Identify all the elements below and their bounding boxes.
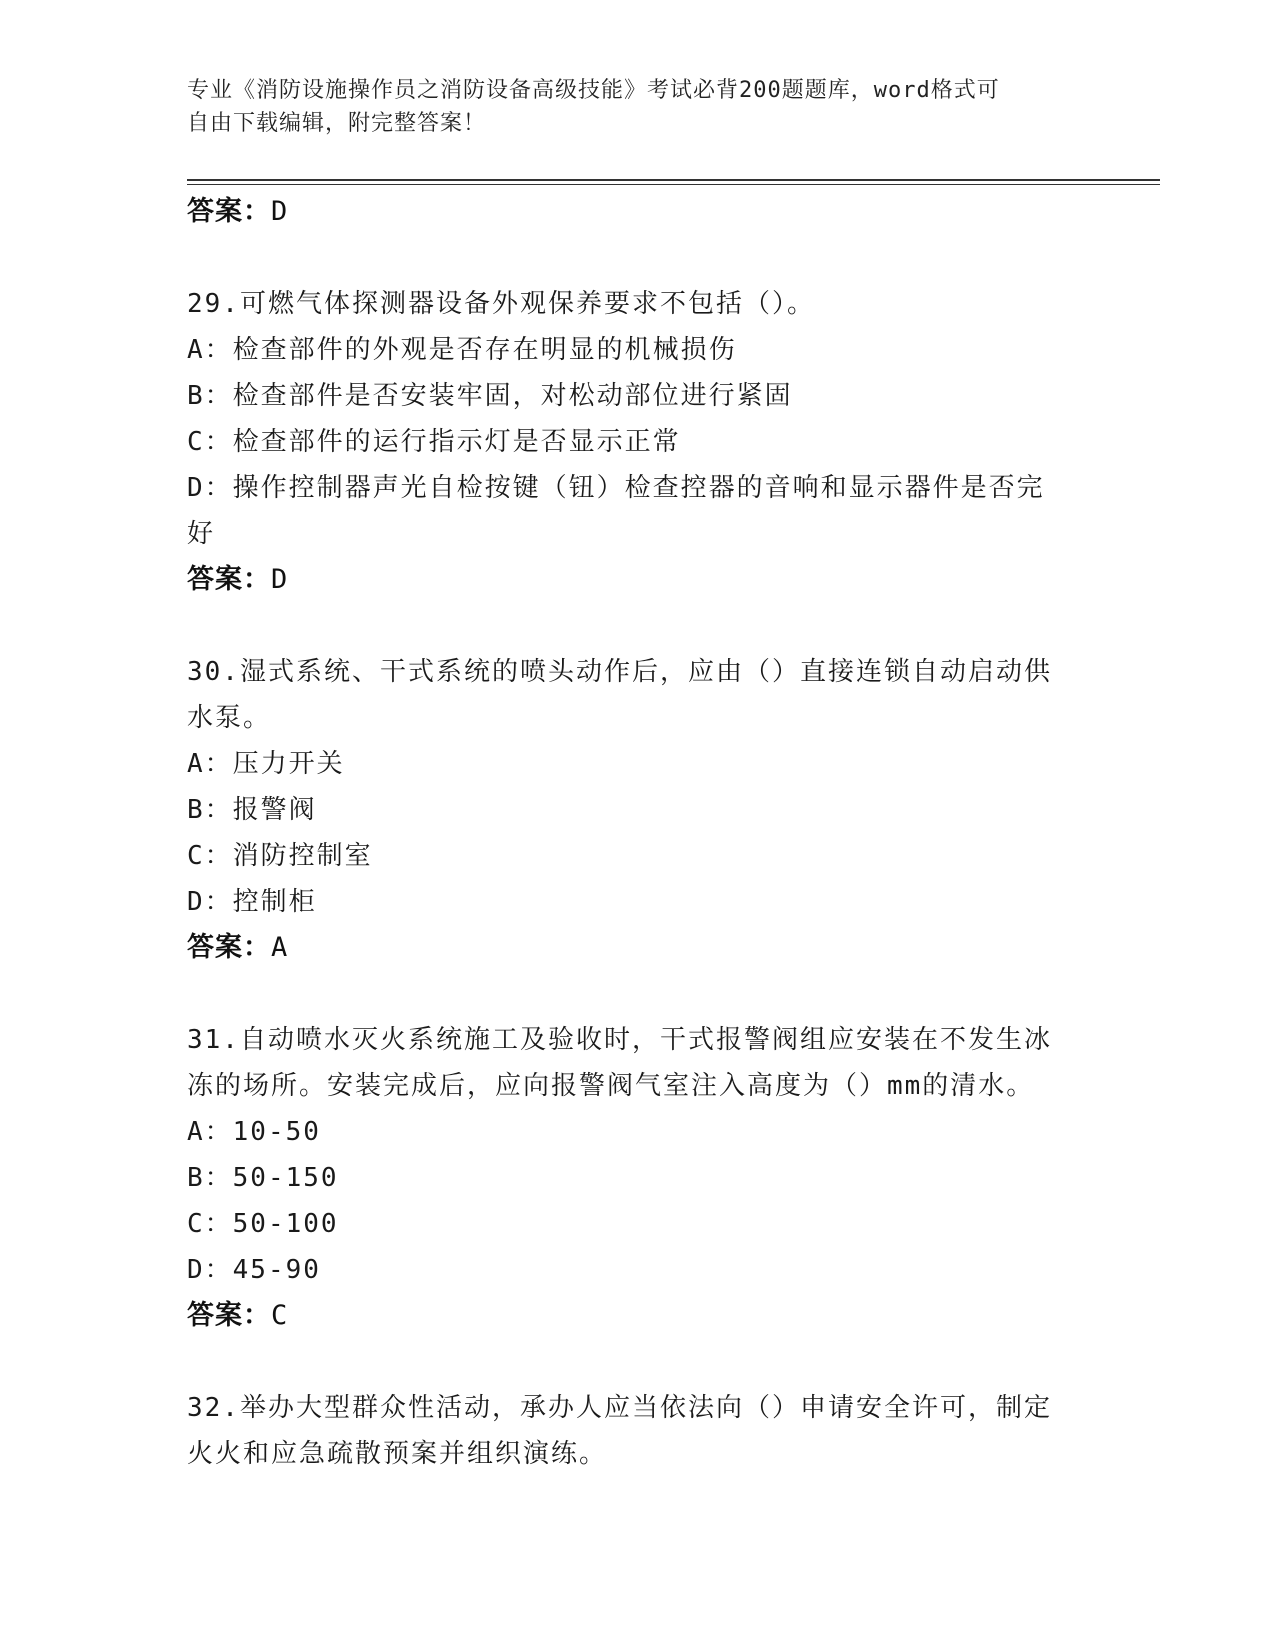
question-stem: 31.自动喷水灭火系统施工及验收时，干式报警阀组应安装在不发生冰 bbox=[187, 1025, 1052, 1055]
page-header bbox=[187, 74, 1067, 140]
question-block bbox=[187, 1017, 1087, 1339]
answer-option: D：操作控制器声光自检按键（钮）检查控器的音响和显示器件是否完 bbox=[187, 473, 1045, 503]
header-line-1: 专业《消防设施操作员之消防设备高级技能》考试必背200题题库，word格式可 bbox=[187, 78, 1000, 103]
answer-option: B：报警阀 bbox=[187, 795, 317, 825]
answer-value: C bbox=[271, 1300, 289, 1331]
answer-option: 好 bbox=[187, 519, 216, 549]
question-stem: 水泵。 bbox=[187, 703, 272, 733]
answer-option: B：50-150 bbox=[187, 1163, 339, 1193]
header-line-2: 自由下载编辑，附完整答案！ bbox=[187, 111, 487, 136]
answer-option: C：50-100 bbox=[187, 1209, 339, 1239]
question-stem: 29.可燃气体探测器设备外观保养要求不包括（）。 bbox=[187, 289, 815, 319]
answer-option: B：检查部件是否安装牢固，对松动部位进行紧固 bbox=[187, 381, 793, 411]
answer-option: D：45-90 bbox=[187, 1255, 321, 1285]
question-block bbox=[187, 1385, 1087, 1477]
answer-option: A：压力开关 bbox=[187, 749, 345, 779]
question-answer bbox=[187, 1293, 1087, 1339]
question-spacer bbox=[187, 235, 1087, 281]
previous-answer bbox=[187, 189, 1087, 235]
question-block bbox=[187, 281, 1087, 603]
answer-label: 答案： bbox=[187, 564, 271, 595]
answer-option: D：控制柜 bbox=[187, 887, 317, 917]
question-spacer bbox=[187, 603, 1087, 649]
answer-option: A：10-50 bbox=[187, 1117, 321, 1147]
question-list bbox=[187, 189, 1087, 1477]
answer-value: D bbox=[271, 196, 289, 227]
answer-label: 答案： bbox=[187, 1300, 271, 1331]
answer-option: C：检查部件的运行指示灯是否显示正常 bbox=[187, 427, 681, 457]
answer-option: C：消防控制室 bbox=[187, 841, 373, 871]
answer-value: D bbox=[271, 564, 289, 595]
question-stem: 冻的场所。安装完成后，应向报警阀气室注入高度为（）mm的清水。 bbox=[187, 1071, 1035, 1101]
question-stem: 32.举办大型群众性活动，承办人应当依法向（）申请安全许可，制定 bbox=[187, 1393, 1052, 1423]
header-divider-thin bbox=[187, 184, 1160, 185]
question-stem: 30.湿式系统、干式系统的喷头动作后，应由（）直接连锁自动启动供 bbox=[187, 657, 1052, 687]
answer-label: 答案： bbox=[187, 932, 271, 963]
question-spacer bbox=[187, 1339, 1087, 1385]
answer-option: A：检查部件的外观是否存在明显的机械损伤 bbox=[187, 335, 737, 365]
question-spacer bbox=[187, 971, 1087, 1017]
question-answer bbox=[187, 557, 1087, 603]
question-block bbox=[187, 649, 1087, 971]
answer-value: A bbox=[271, 932, 289, 963]
question-answer bbox=[187, 925, 1087, 971]
answer-label: 答案： bbox=[187, 196, 271, 227]
question-stem: 火火和应急疏散预案并组织演练。 bbox=[187, 1439, 608, 1469]
header-divider-thick bbox=[187, 179, 1160, 181]
